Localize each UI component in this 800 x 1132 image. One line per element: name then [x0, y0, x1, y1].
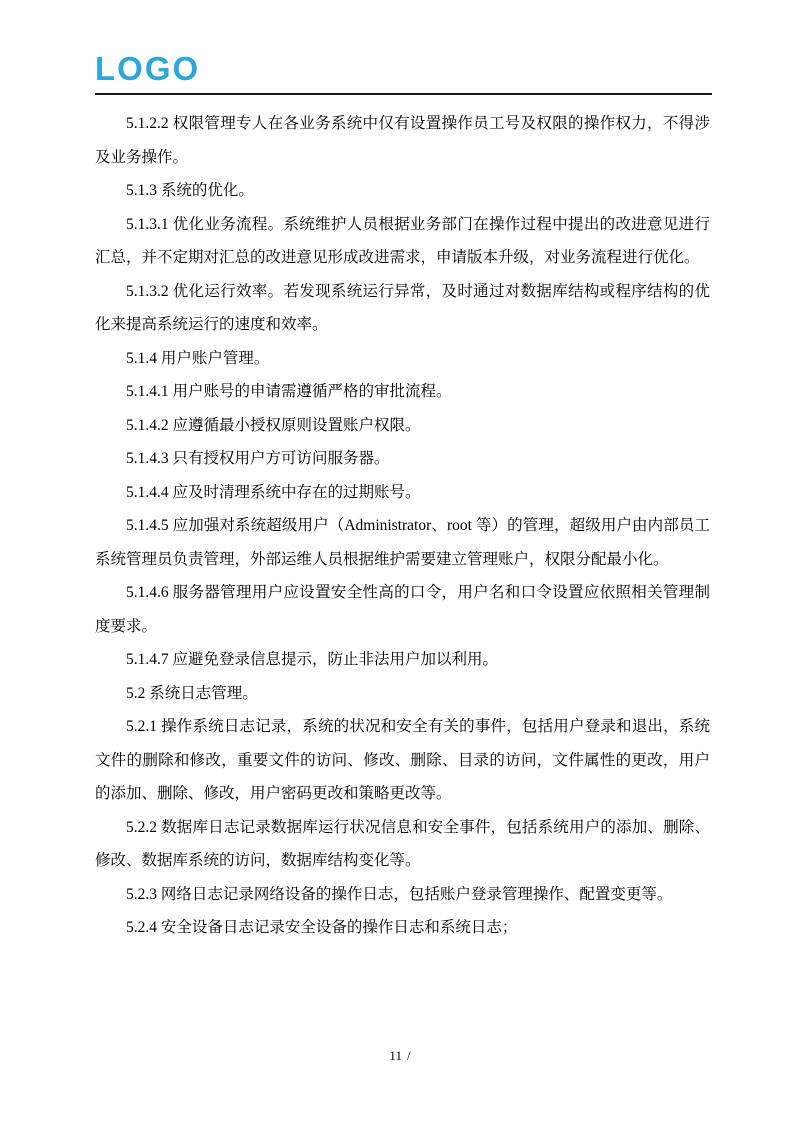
paragraph-5-2: 5.2 系统日志管理。 — [126, 684, 258, 702]
paragraph-5-1-2-2: 5.1.2.2 权限管理专人在各业务系统中仅有设置操作员工号及权限的操作权力，不得涉及业务操作。 — [95, 115, 710, 166]
paragraph-5-1-4-1: 5.1.4.1 用户账号的申请需遵循严格的审批流程。 — [126, 383, 452, 400]
paragraph-5-1-4: 5.1.4 用户账户管理。 — [126, 349, 270, 367]
paragraph-5-2-3: 5.2.3 网络日志记录网络设备的操作日志，包括账户登录管理操作、配置变更等。 — [126, 885, 673, 903]
page-footer — [0, 1048, 800, 1064]
document-body — [0, 95, 800, 945]
paragraph-5-1-4-2: 5.1.4.2 应遵循最小授权原则设置账户权限。 — [126, 416, 421, 434]
paragraph-5-1-4-6: 5.1.4.6 服务器管理用户应设置安全性高的口令，用户名和口令设置应依照相关管理制度要求。 — [95, 584, 710, 635]
paragraph-5-1-4-4: 5.1.4.4 应及时清理系统中存在的过期账号。 — [126, 483, 421, 501]
paragraph-5-1-3: 5.1.3 系统的优化。 — [126, 182, 254, 199]
company-logo: LOGO — [95, 50, 201, 87]
page-number-separator: / — [406, 1048, 411, 1063]
paragraph-5-1-4-3: 5.1.4.3 只有授权用户方可访问服务器。 — [126, 450, 390, 467]
paragraph-5-1-4-7: 5.1.4.7 应避免登录信息提示，防止非法用户加以利用。 — [126, 651, 499, 668]
paragraph-5-2-4: 5.2.4 安全设备日志记录安全设备的操作日志和系统日志； — [126, 919, 518, 936]
paragraph-5-2-1: 5.2.1 操作系统日志记录，系统的状况和安全有关的事件，包括用户登录和退出，系统文件的删除和修改，重要文件的访问、修改、删除、目录的访问，文件属性的更改，用户的添加、删除、修改，用户密码更改和策略更改等。 — [95, 718, 710, 802]
paragraph-5-1-3-2: 5.1.3.2 优化运行效率。若发现系统运行异常，及时通过对数据库结构或程序结构的优化来提高系统运行的速度和效率。 — [95, 282, 710, 333]
paragraph-5-1-4-5: 5.1.4.5 应加强对系统超级用户（Administrator、root 等）的管理，超级用户由内部员工系统管理员负责管理，外部运维人员根据维护需要建立管理账户，权限分配最小化。 — [95, 517, 710, 568]
page-number: 11 — [389, 1048, 402, 1063]
paragraph-5-2-2: 5.2.2 数据库日志记录数据库运行状况信息和安全事件，包括系统用户的添加、删除、修改、数据库系统的访问，数据库结构变化等。 — [95, 818, 710, 869]
page-header — [0, 0, 800, 95]
paragraph-5-1-3-1: 5.1.3.1 优化业务流程。系统维护人员根据业务部门在操作过程中提出的改进意见进行汇总，并不定期对汇总的改进意见形成改进需求，申请版本升级，对业务流程进行优化。 — [95, 215, 710, 266]
